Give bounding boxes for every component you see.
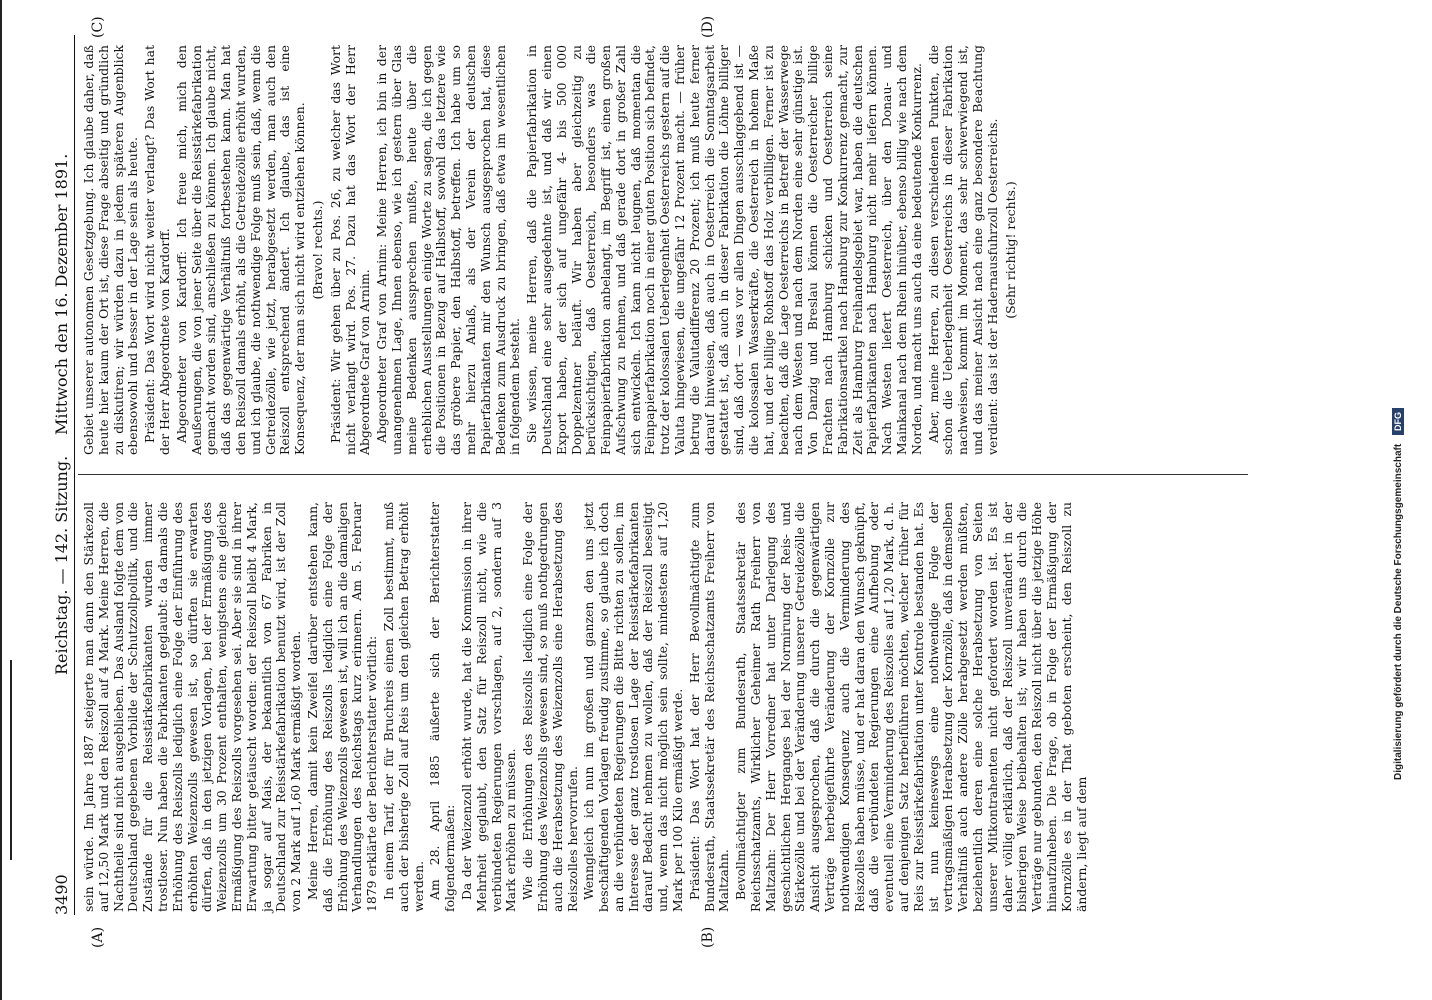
speaker-paragraph: Abgeordneter Graf von Arnim: Meine Herren, ich bin in der unangenehmen Lage, Ihnen ebenso, wie ich gestern über Glas meine Bedenken aussprechen mußte, heute über die erheblichen Ausstellungen einige Worte zu sagen, die ich gegen die Positionen in Bezug auf Halbstoff, sowohl das letztere wie das gröbere Papier, den Halbstoff, betreffen. Ich habe um so mehr hierzu Anlaß, als der Verein der deutschen Papierfabrikanten mir den Wunsch ausgesprochen hat, diese Bedenken zum Ausdruck zu bringen, daß etwa im wesentlichen in folgendem besteht.: [374, 45, 523, 455]
quotation: In einem Tarif, der für Bruchreis einen Zoll bestimmt, muß auch der bisherige Zoll auf Reis um den gleichen Betrag erhöht werden.: [380, 502, 426, 912]
session-title: Reichstag. — 142. Sitzung.: [52, 455, 71, 675]
margin-mark-a: (A): [90, 926, 106, 948]
margin-mark-b: (B): [700, 926, 716, 948]
interjection: (Bravo! rechts.): [309, 200, 325, 300]
left-text-column: [82, 502, 1091, 912]
paragraph: Gebiet unserer autonomen Gesetzgebung. Ich glaube daher, daß heute hier kaum der Ort ist, diese Frage abseitig und gründlich zu diskutiren; wir würden dazu in jedem späteren Augenblick ebensowohl und besser in der Lage sein als heute.: [81, 45, 141, 455]
paragraph: sein würde. Im Jahre 1887 steigerte man dann den Stärkezoll auf 12,50 Mark und den Reiszoll auf 4 Mark. Meine Herren, die Nachtheile sind nicht ausgeblieben. Das Ausland folgte dem von Deutschland gegebenen Vorbilde der Schutzzollpolitik, und die Zustände für die Reisstärkefabrikanten wurden immer trostloser. Nun haben die Fabrikanten geglaubt: da damals die Erhöhung des Reiszolls lediglich eine Folge der Einführung des erhöhten Weizenzolls gewesen ist, so dürften sie erwarten dürfen, daß in den jetzigen Vorlagen, bei der Ermäßigung des Weizenzolls um 30 Prozent enthalten, wenigstens eine gleiche Ermäßigung des Reiszolls vorgesehen sei. Aber sie sind in ihrer Erwartung bitter getäuscht worden: der Reiszoll bleibt 4 Mark, ja sogar auf Mais, der bekanntlich von 67 Fabriken in Deutschland zur Reisstärkefabrikation benutzt wird, ist der Zoll von 2 Mark auf 1,60 Mark ermäßigt worden.: [81, 502, 304, 912]
speaker-paragraph: Bevollmächtigter zum Bundesrath, Staatssekretär des Reichsschatzamts, Wirklicher Geheimer Rath Freiherr von Maltzahn: Der Herr Vorredner hat unter Darlegung des geschichtlichen Herganges bei der Normirung der Reis- und Stärkezölle und bei der Veränderung unserer Getreidezölle die Ansicht ausgesprochen, daß die durch die gegenwärtigen Verträge herbeigeführte Veränderung der Kornzölle zur nothwendigen Konsequenz auch die Verminderung des Reiszolles haben müsse, und er hat daran den Wunsch geknüpft, daß die verbündeten Regierungen eine Aufhebung oder eventuell eine Verminderung des Reiszolles auf 1,20 Mark, d. h. auf denjenigen Satz herbeiführen möchten, welcher früher für Reis zur Reisstärkefabrikation unter Kontrole bestanden hat. Es ist nun keineswegs eine nothwendige Folge der vertragsmäßigen Herabsetzung der Kornzölle, daß in demselben Verhältniß auch andere Zölle herabgesetzt werden müßten, beziehentlich deren eine solche Herabsetzung von Seiten unserer Mitkontrahenten nicht gefordert worden ist. Es ist daher völlig erklärlich, daß der Reiszoll unverändert in der bisherigen Weise beibehalten ist; wir haben uns durch die Verträge nur gebunden, den Reiszoll nicht über die jetzige Höhe hinaufzuheben. Die Frage, ob in Folge der Ermäßigung der Kornzölle es in der That geboten erscheint, den Reiszoll zu ändern, liegt auf dem: [733, 502, 1089, 912]
column-divider: [78, 474, 1248, 475]
digitization-credit: [1392, 408, 1404, 780]
speaker-paragraph: Präsident: Das Wort wird nicht weiter verlangt? Das Wort hat der Herr Abgeordnete von Kardorff.: [142, 45, 172, 455]
right-text-column: [82, 45, 1021, 455]
paragraph: Wie die Erhöhungen des Reiszolls lediglich eine Folge der Erhöhung des Weizenzolls gewesen sind, so muß nothgedrungen auch die Herabsetzung des Weizenzolls eine Herabsetzung des Reiszolles hervorrufen.: [520, 502, 580, 912]
paragraph: Sie wissen, meine Herren, daß die Papierfabrikation in Deutschland eine sehr ausgedehnte ist, und daß wir einen Export haben, der sich auf ungefähr 4- bis 500 000 Doppelzentner beläuft. Wir haben aber gleichzeitig zu berücksichtigen, daß Oesterreich, besonders was die Feinpapierfabrikation anbelangt, im Begriff ist, einen großen Aufschwung zu nehmen, und daß gerade dort in großer Zahl sich entwickeln. Ich kann nicht leugnen, daß momentan die Feinpapierfabrikation noch in einer guten Position sich befindet, trotz der kolossalen Ueberlegenheit Oesterreichs gestern auf die Valuta hingewiesen, die ungefähr 12 Prozent macht. — früher betrug die Valutadifferenz 20 Prozent; ich muß heute ferner darauf hinweisen, daß auch in Oesterreich die Sonntagsarbeit gestattet ist, daß auch in dieser Fabrikation die Löhne billiger sind, daß dort — was vor allen Dingen ausschlaggebend ist — die kolossalen Wasserkräfte, die Oesterreich in hohem Maße hat, und der billige Rohstoff das Holz verbilligen. Ferner ist zu beachten, daß die Lage Oesterreichs in Betreff der Wasserwege nach dem Westen und nach dem Norden eine sehr günstige ist. Von Danzig und Breslau können die Oesterreicher billige Frachten nach Hamburg schicken und Oesterreich seine Fabrikationsartikel nach Hamburg zur Konkurrenz gemacht, zur Zeit als Hamburg Freihandelsgebiet war, haben die deutschen Papierfabrikanten nach Hamburg nicht mehr liefern können. Nach Westen liefert Oesterreich, über den Donau- und Mainkanal nach dem Rhein hinüber, ebenso billig wie nach dem Norden, und macht uns auch da eine bedeutende Konkurrenz.: [524, 45, 924, 455]
credit-text: Digitalisierung gefördert durch die Deutsche Forschungsgemeinschaft: [1393, 443, 1404, 780]
speaker-paragraph: Präsident: Wir gehen über zu Pos. 26, zu welcher das Wort nicht verlangt wird. Pos. 27. Dazu hat das Wort der Herr Abgeordnete Graf von Arnim.: [327, 45, 373, 455]
paragraph: Meine Herren, damit kein Zweifel darüber entstehen kann, daß die Erhöhung des Reiszolls lediglich eine Folge der Erhöhung des Weizenzolls gewesen ist, will ich an die damaligen Verhandlungen des Reichstags kurz erinnern. Am 5. Februar 1879 erklärte der Berichterstatter wörtlich:: [304, 502, 380, 912]
paragraph: Am 28. April 1885 äußerte sich der Berichterstatter folgendermaßen:: [427, 502, 458, 912]
session-date: Mittwoch den 16. Dezember 1891.: [52, 153, 71, 435]
scan-top-edge: [0, 0, 2, 1000]
margin-mark-d: (D): [700, 15, 716, 38]
paragraph: Aber, meine Herren, zu diesen verschiedenen Punkten, die schon die Ueberlegenheit Oesterreichs in dieser Fabrikation nachweisen, kommt im Moment, das sehr schwerwiegend ist, und das meiner Ansicht nach eine ganz besondere Beachtung verdient: das ist der Hadernausfuhrzoll Oesterreichs.: [925, 45, 1000, 455]
page-number: 3490: [52, 874, 71, 915]
scan-mark-line: [10, 660, 12, 860]
quotation: Da der Weizenzoll erhöht wurde, hat die Kommission in ihrer Mehrheit geglaubt, den Satz für Reiszoll nicht, wie die verbündeten Regierungen vorschlagen, auf 2, sondern auf 3 Mark erhöhen zu müssen.: [458, 502, 519, 912]
page-header: [48, 35, 75, 915]
paragraph: Wenngleich ich nun im großen und ganzen den uns jetzt beschäftigenden Vorlagen freudig zustimme, so glaube ich doch an die verbündeten Regierungen die Bitte richten zu sollen, im Interesse der ganz trostlosen Lage der Reisstärkefabrikanten darauf Bedacht nehmen zu wollen, daß der Reiszoll beseitigt und, wenn das nicht möglich sein sollte, mindestens auf 1,20 Mark per 100 Kilo ermäßigt werde.: [581, 502, 686, 912]
speaker-paragraph: Abgeordneter von Kardorff: Ich freue mich, mich den Aeußerungen, die von jener Seite über die Reisstärkefabrikation gemacht worden sind, anschließen zu können. Ich glaube nicht, daß das gegenwärtige Verhältniß fortbestehen kann. Man hat den Reiszoll damals erhöht, als die Getreidezölle erhöht wurden, und ich glaube, die nothwendige Folge muß sein, daß, wenn die Getreidezölle, wie jetzt, herabgesetzt werden, man auch den Reiszoll entsprechend ändert. Ich glaube, das ist eine Konsequenz, der man sich nicht wird entziehen können.: [173, 45, 308, 455]
margin-mark-c: (C): [90, 16, 106, 38]
interjection: (Sehr richtig! rechts.): [1002, 181, 1018, 319]
speaker-paragraph: Präsident: Das Wort hat der Herr Bevollmächtigte zum Bundesrath, Staatssekretär des Reichsschatzamts Freiherr von Maltzahn.: [686, 502, 732, 912]
dfg-logo: DFG: [1392, 408, 1404, 435]
